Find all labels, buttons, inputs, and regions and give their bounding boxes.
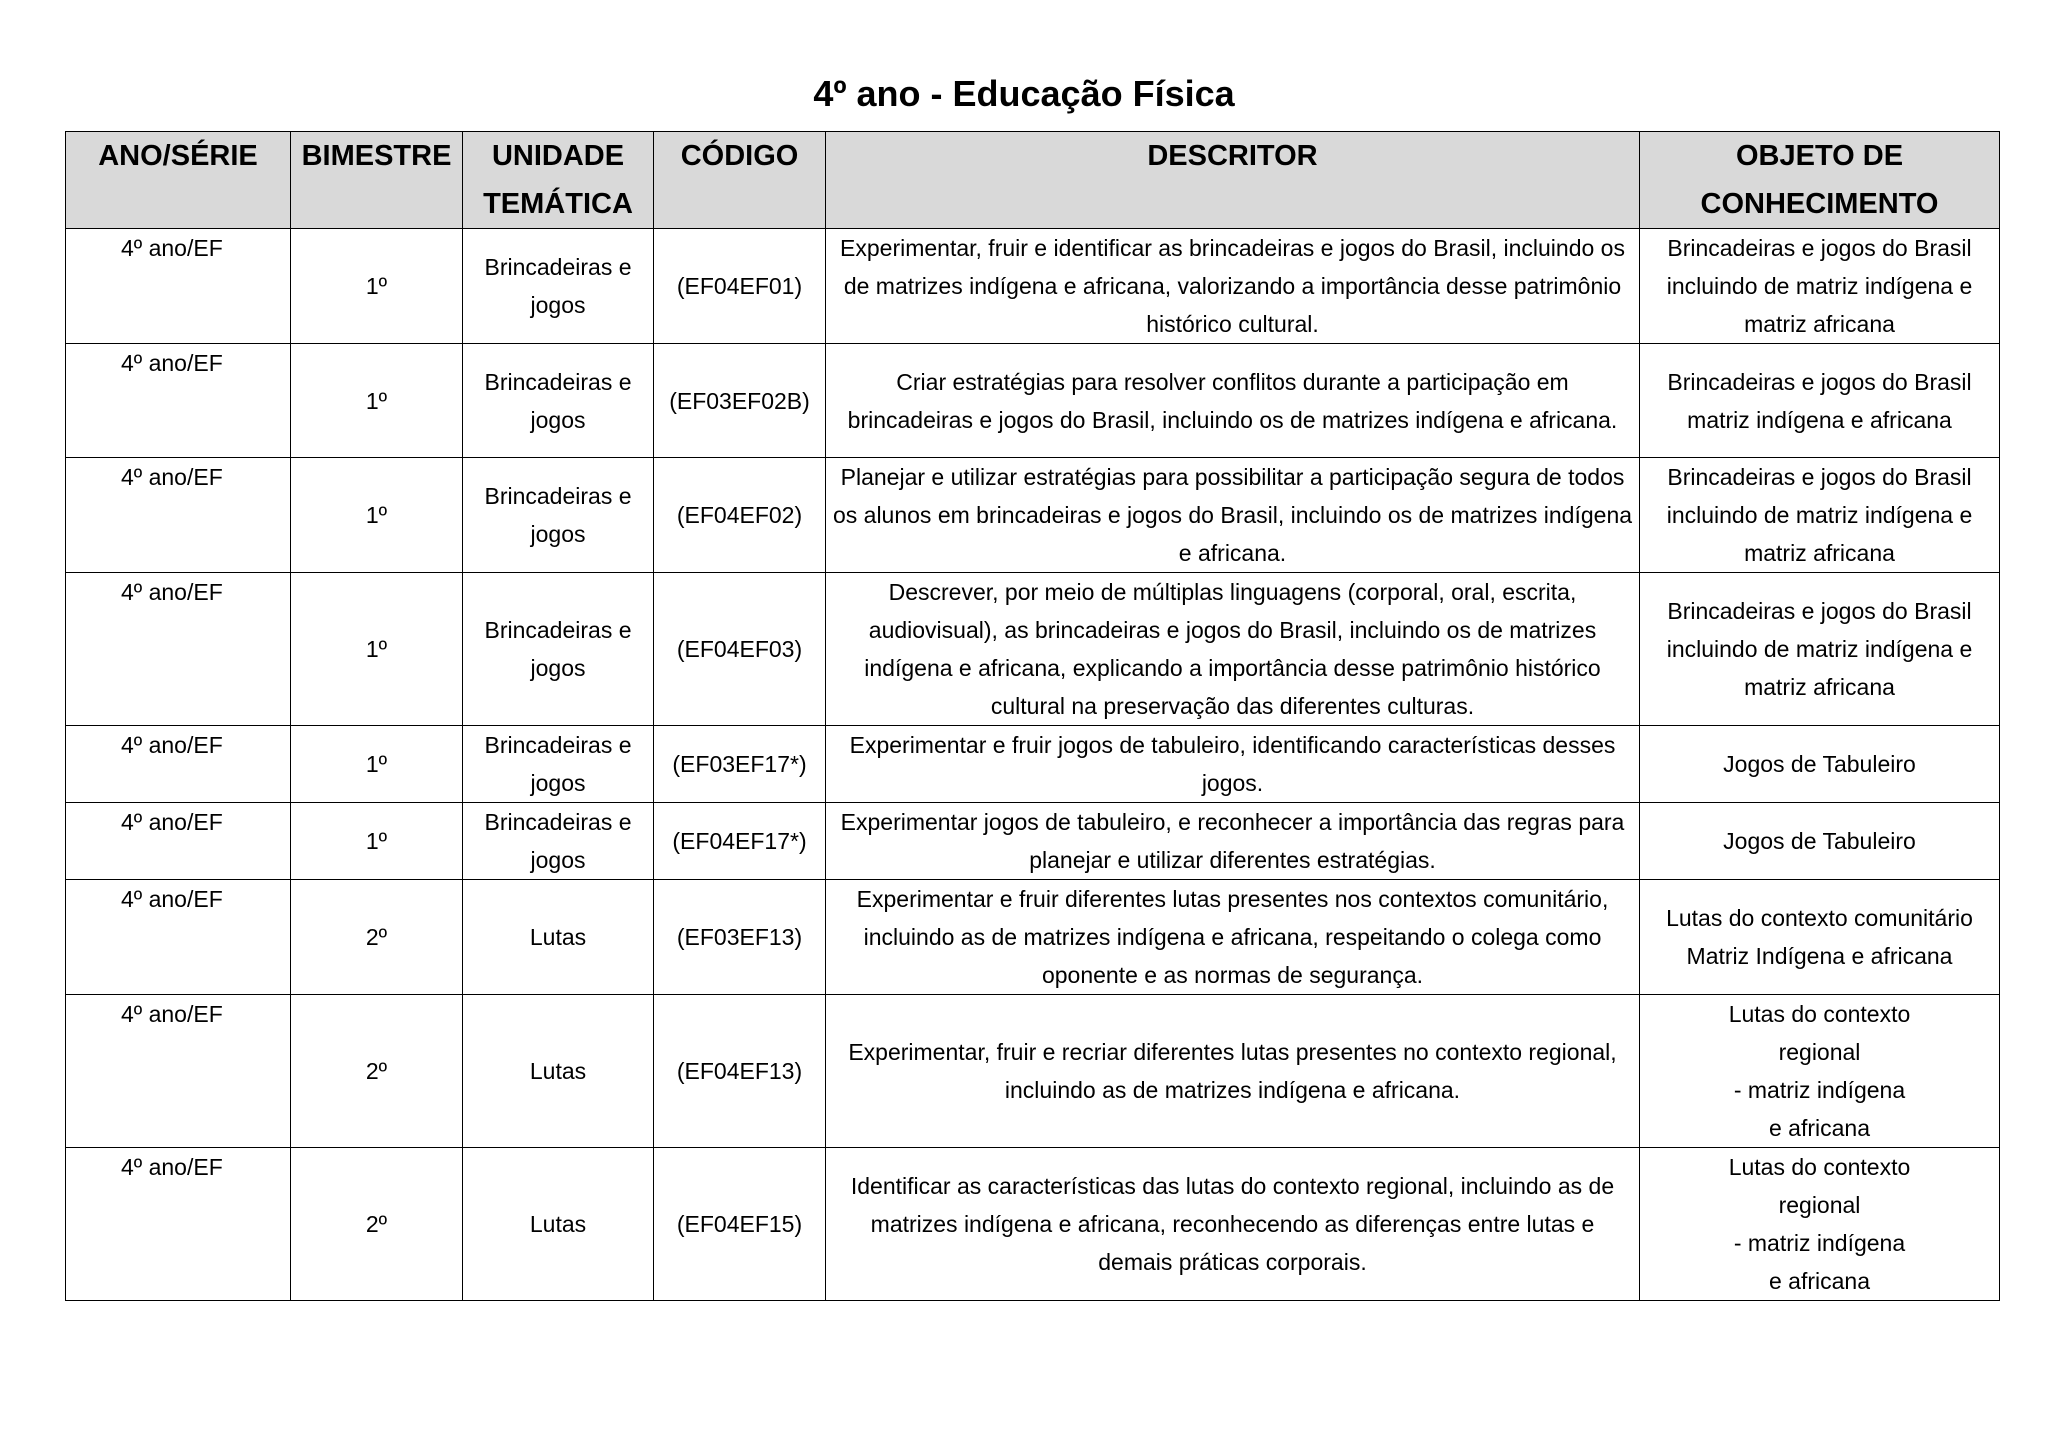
cell-objeto: Brincadeiras e jogos do Brasil incluindo de matriz indígena e matriz africana: [1640, 573, 2000, 726]
cell-objeto: Lutas do contexto comunitário Matriz Indígena e africana: [1640, 880, 2000, 995]
header-ano-serie: ANO/SÉRIE: [66, 132, 291, 229]
table-row: [66, 1148, 2000, 1301]
cell-bimestre: 2º: [291, 1148, 463, 1301]
cell-descritor: Experimentar e fruir diferentes lutas presentes nos contextos comunitário, incluindo as de matrizes indígena e africana, respeitando o colega como oponente e as normas de segurança.: [826, 880, 1640, 995]
cell-objeto: Brincadeiras e jogos do Brasil incluindo de matriz indígena e matriz africana: [1640, 458, 2000, 573]
cell-objeto: Lutas do contexto regional - matriz indígena e africana: [1640, 995, 2000, 1148]
cell-objeto: Jogos de Tabuleiro: [1640, 803, 2000, 880]
cell-ano: 4º ano/EF: [66, 995, 291, 1148]
cell-bimestre: 1º: [291, 229, 463, 344]
cell-bimestre: 1º: [291, 344, 463, 458]
cell-unidade: Brincadeiras e jogos: [463, 229, 654, 344]
cell-descritor: Experimentar jogos de tabuleiro, e reconhecer a importância das regras para planejar e utilizar diferentes estratégias.: [826, 803, 1640, 880]
cell-ano: 4º ano/EF: [66, 573, 291, 726]
table-row: [66, 880, 2000, 995]
table-row: [66, 344, 2000, 458]
cell-descritor: Identificar as características das lutas do contexto regional, incluindo as de matrizes indígena e africana, reconhecendo as diferenças entre lutas e demais práticas corporais.: [826, 1148, 1640, 1301]
table-row: [66, 573, 2000, 726]
table-row: [66, 229, 2000, 344]
cell-unidade: Brincadeiras e jogos: [463, 726, 654, 803]
cell-unidade: Brincadeiras e jogos: [463, 573, 654, 726]
table-row: [66, 458, 2000, 573]
cell-ano: 4º ano/EF: [66, 880, 291, 995]
cell-bimestre: 1º: [291, 458, 463, 573]
cell-codigo: (EF04EF13): [654, 995, 826, 1148]
cell-ano: 4º ano/EF: [66, 1148, 291, 1301]
cell-objeto: Lutas do contexto regional - matriz indígena e africana: [1640, 1148, 2000, 1301]
cell-ano: 4º ano/EF: [66, 458, 291, 573]
cell-codigo: (EF04EF01): [654, 229, 826, 344]
cell-descritor: Criar estratégias para resolver conflitos durante a participação em brincadeiras e jogos do Brasil, incluindo os de matrizes indígena e africana.: [826, 344, 1640, 458]
header-bimestre: BIMESTRE: [291, 132, 463, 229]
cell-bimestre: 2º: [291, 995, 463, 1148]
cell-codigo: (EF04EF02): [654, 458, 826, 573]
page-title: 4º ano - Educação Física: [813, 73, 1235, 114]
cell-bimestre: 1º: [291, 726, 463, 803]
cell-codigo: (EF04EF03): [654, 573, 826, 726]
cell-descritor: Experimentar, fruir e recriar diferentes lutas presentes no contexto regional, incluindo as de matrizes indígena e africana.: [826, 995, 1640, 1148]
cell-codigo: (EF03EF17*): [654, 726, 826, 803]
curriculum-table: [65, 131, 2000, 1301]
cell-descritor: Experimentar, fruir e identificar as brincadeiras e jogos do Brasil, incluindo os de matrizes indígena e africana, valorizando a importância desse patrimônio histórico cultural.: [826, 229, 1640, 344]
cell-unidade: Lutas: [463, 880, 654, 995]
table-row: [66, 995, 2000, 1148]
header-objeto-conhecimento: OBJETO DE CONHECIMENTO: [1640, 132, 2000, 229]
cell-descritor: Planejar e utilizar estratégias para possibilitar a participação segura de todos os alunos em brincadeiras e jogos do Brasil, incluindo os de matrizes indígena e africana.: [826, 458, 1640, 573]
cell-ano: 4º ano/EF: [66, 344, 291, 458]
cell-objeto: Brincadeiras e jogos do Brasil matriz indígena e africana: [1640, 344, 2000, 458]
header-unidade-tematica: UNIDADE TEMÁTICA: [463, 132, 654, 229]
cell-ano: 4º ano/EF: [66, 229, 291, 344]
cell-descritor: Experimentar e fruir jogos de tabuleiro, identificando características desses jogos.: [826, 726, 1640, 803]
cell-ano: 4º ano/EF: [66, 803, 291, 880]
cell-ano: 4º ano/EF: [66, 726, 291, 803]
table-row: [66, 726, 2000, 803]
cell-objeto: Jogos de Tabuleiro: [1640, 726, 2000, 803]
cell-codigo: (EF04EF17*): [654, 803, 826, 880]
cell-unidade: Lutas: [463, 995, 654, 1148]
table-row: [66, 803, 2000, 880]
cell-unidade: Brincadeiras e jogos: [463, 803, 654, 880]
cell-bimestre: 1º: [291, 573, 463, 726]
header-descritor: DESCRITOR: [826, 132, 1640, 229]
cell-codigo: (EF03EF13): [654, 880, 826, 995]
cell-unidade: Lutas: [463, 1148, 654, 1301]
cell-codigo: (EF04EF15): [654, 1148, 826, 1301]
header-codigo: CÓDIGO: [654, 132, 826, 229]
cell-bimestre: 2º: [291, 880, 463, 995]
cell-bimestre: 1º: [291, 803, 463, 880]
cell-unidade: Brincadeiras e jogos: [463, 344, 654, 458]
cell-objeto: Brincadeiras e jogos do Brasil incluindo de matriz indígena e matriz africana: [1640, 229, 2000, 344]
cell-codigo: (EF03EF02B): [654, 344, 826, 458]
cell-descritor: Descrever, por meio de múltiplas linguagens (corporal, oral, escrita, audiovisual), as brincadeiras e jogos do Brasil, incluindo os de matrizes indígena e africana, explicando a importância desse patrimônio histórico cultural na preservação das diferentes culturas.: [826, 573, 1640, 726]
cell-unidade: Brincadeiras e jogos: [463, 458, 654, 573]
table-header-row: [66, 132, 2000, 229]
